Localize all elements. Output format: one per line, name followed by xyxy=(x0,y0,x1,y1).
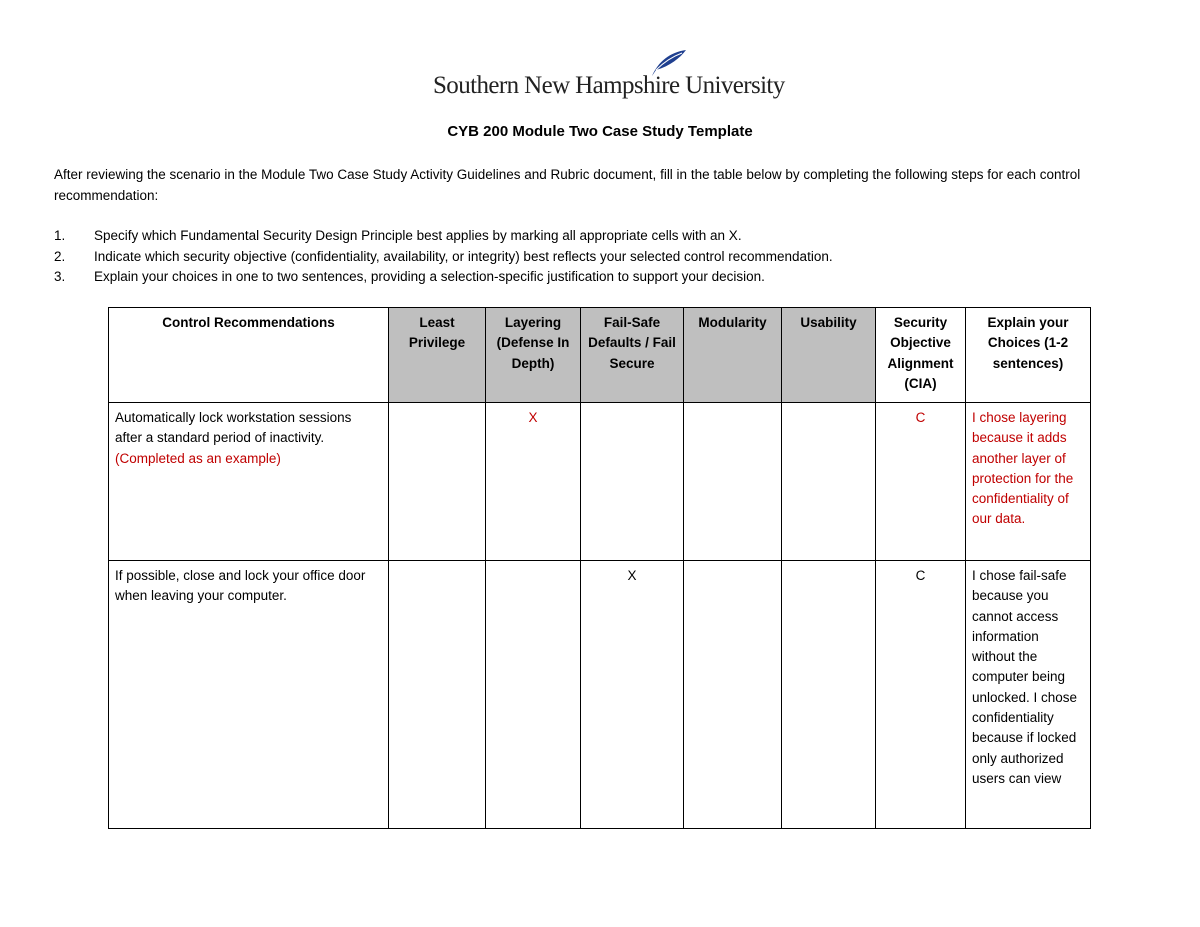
fail-safe-cell[interactable] xyxy=(581,403,684,561)
usability-cell[interactable] xyxy=(782,403,876,561)
step-number: 3. xyxy=(54,269,66,284)
case-study-table xyxy=(108,307,1091,829)
header-usability: Usability xyxy=(782,308,876,403)
steps-list xyxy=(54,226,833,288)
header-modularity: Modularity xyxy=(684,308,782,403)
layering-cell[interactable]: X xyxy=(486,403,581,561)
list-item xyxy=(54,247,833,268)
example-note: (Completed as an example) xyxy=(115,450,281,466)
logo-text: Southern New Hampshire University xyxy=(433,72,785,99)
step-text: Explain your choices in one to two sentences, providing a selection-specific justification to support your decision. xyxy=(94,269,765,284)
cia-cell[interactable]: C xyxy=(876,561,966,829)
header-least-privilege: Least Privilege xyxy=(389,308,486,403)
step-number: 2. xyxy=(54,248,66,264)
list-item xyxy=(54,267,833,288)
explanation-cell[interactable]: I chose fail-safe because you cannot access information without the computer being unlocked. I chose confidentiality because if locked only authorized users can view xyxy=(966,561,1091,829)
table-row xyxy=(109,561,1091,829)
header-control-recommendations: Control Recommendations xyxy=(109,308,389,403)
university-logo xyxy=(433,48,785,108)
fail-safe-cell[interactable]: X xyxy=(581,561,684,829)
recommendation-cell[interactable] xyxy=(109,403,389,561)
explanation-cell[interactable]: I chose layering because it adds another layer of protection for the confidentiality of our data. xyxy=(966,403,1091,561)
step-number: 1. xyxy=(54,228,66,243)
intro-paragraph: After reviewing the scenario in the Module Two Case Study Activity Guidelines and Rubric document, fill in the table below by completing the following steps for each control recommendation: xyxy=(54,167,1081,203)
modularity-cell[interactable] xyxy=(684,403,782,561)
table-row xyxy=(109,403,1091,561)
step-text: Specify which Fundamental Security Design Principle best applies by marking all appropriate cells with an X. xyxy=(94,228,742,243)
least-privilege-cell[interactable] xyxy=(389,561,486,829)
usability-cell[interactable] xyxy=(782,561,876,829)
header-fail-safe: Fail-Safe Defaults / Fail Secure xyxy=(581,308,684,403)
recommendation-text: Automatically lock workstation sessions after a standard period of inactivity. xyxy=(115,410,352,446)
page-title: CYB 200 Module Two Case Study Template xyxy=(447,123,753,140)
recommendation-cell[interactable] xyxy=(109,561,389,829)
list-item xyxy=(54,226,833,247)
header-cia: Security Objective Alignment (CIA) xyxy=(876,308,966,403)
header-row xyxy=(109,308,1091,403)
layering-cell[interactable] xyxy=(486,561,581,829)
header-explanation: Explain your Choices (1-2 sentences) xyxy=(966,308,1091,403)
header-layering: Layering (Defense In Depth) xyxy=(486,308,581,403)
modularity-cell[interactable] xyxy=(684,561,782,829)
recommendation-text: If possible, close and lock your office door when leaving your computer. xyxy=(115,568,366,604)
least-privilege-cell[interactable] xyxy=(389,403,486,561)
cia-cell[interactable]: C xyxy=(876,403,966,561)
step-text: Indicate which security objective (confidentiality, availability, or integrity) best reflects your selected control recommendation. xyxy=(94,248,833,264)
